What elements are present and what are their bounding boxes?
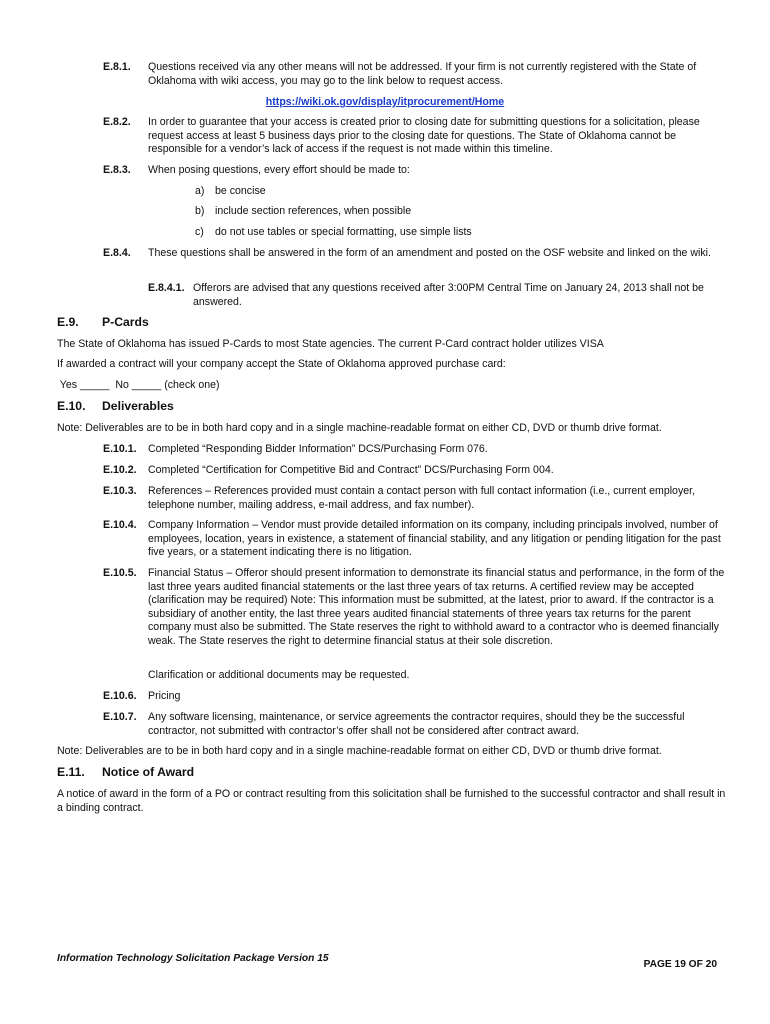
section-e-8-3 <box>103 164 727 178</box>
item-number: E.10.3. <box>103 485 137 497</box>
yes-no-check: Yes _____ No _____ (check one) <box>57 379 220 391</box>
section-e-8-4 <box>103 247 727 261</box>
item-text: Financial Status – Offeror should present information to demonstrate its financial status and performance, in the form of the last three years audited financial statements or the last three years of tax returns. A certified review may be accepted (clarification may be required) Note: This information must be submitted, at the latest, prior to award. If the contractor is a subsidiary of another entity, the last three years audited financial statements of three years tax returns for the parent company must also be submitted. The State reserves the right to withhold award to a contractor who is deemed financially weak. The State reserves the right to determine financial status at their sole discretion. <box>148 567 725 647</box>
heading-title: Notice of Award <box>102 765 195 779</box>
section-e-10-5 <box>103 567 727 648</box>
item-number: E.10.5. <box>103 567 137 579</box>
item-number: E.8.3. <box>103 164 131 176</box>
list-marker: a) <box>195 185 205 197</box>
heading-notice-of-award <box>57 766 194 780</box>
item-number: E.10.4. <box>103 519 137 531</box>
list-text: be concise <box>215 185 266 197</box>
item-text: These questions shall be answered in the form of an amendment and posted on the OSF website and linked on the wiki. <box>148 247 711 259</box>
section-e-10-4 <box>103 519 727 560</box>
section-e-8-1 <box>103 61 727 88</box>
heading-title: P-Cards <box>102 315 149 329</box>
clarification-text: Clarification or additional documents may be requested. <box>148 669 410 681</box>
deliverables-note: Note: Deliverables are to be in both hard copy and in a single machine-readable format on either CD, DVD or thumb drive format. <box>57 422 662 434</box>
item-number: E.8.4.1. <box>148 282 185 294</box>
section-e-8-4-1 <box>148 282 727 309</box>
section-e-10-7 <box>103 711 727 738</box>
heading-p-cards <box>57 316 149 330</box>
item-number: E.10.7. <box>103 711 137 723</box>
section-e-10-2 <box>103 464 727 478</box>
footer-page-number: PAGE 19 OF 20 <box>643 959 717 970</box>
item-number: E.10.2. <box>103 464 137 476</box>
section-e-10-1 <box>103 443 727 457</box>
heading-title: Deliverables <box>102 399 174 413</box>
list-text: include section references, when possible <box>215 205 412 217</box>
heading-number: E.10. <box>57 399 86 413</box>
deliverables-note-2: Note: Deliverables are to be in both hard copy and in a single machine-readable format on either CD, DVD or thumb drive format. <box>57 745 662 757</box>
list-item <box>195 185 266 199</box>
footer-document-title: Information Technology Solicitation Package Version 15 <box>57 953 329 964</box>
item-number: E.10.1. <box>103 443 137 455</box>
item-number: E.8.4. <box>103 247 131 259</box>
item-text: References – References provided must contain a contact person with full contact information (i.e., current employer, telephone number, mailing address, e-mail address, and fax number). <box>148 485 696 511</box>
section-e-10-6 <box>103 690 727 704</box>
heading-number: E.11. <box>57 765 85 779</box>
item-number: E.8.1. <box>103 61 131 73</box>
item-number: E.8.2. <box>103 116 131 128</box>
section-e-8-2 <box>103 116 727 157</box>
list-marker: c) <box>195 226 204 238</box>
section-e-10-3 <box>103 485 727 512</box>
paragraph: If awarded a contract will your company accept the State of Oklahoma approved purchase card: <box>57 358 506 370</box>
item-text: When posing questions, every effort should be made to: <box>148 164 410 176</box>
item-text: Questions received via any other means will not be addressed. If your firm is not currently registered with the State of Oklahoma with wiki access, you may go to the link below to request access. <box>148 61 697 87</box>
list-text: do not use tables or special formatting, use simple lists <box>215 226 472 238</box>
item-text: Offerors are advised that any questions received after 3:00PM Central Time on January 24, 2013 shall not be answered. <box>193 282 704 308</box>
item-text: Pricing <box>148 690 181 702</box>
item-text: Completed “Responding Bidder Information” DCS/Purchasing Form 076. <box>148 443 488 455</box>
heading-deliverables <box>57 400 174 414</box>
list-item <box>195 205 411 219</box>
item-text: Completed “Certification for Competitive Bid and Contract” DCS/Purchasing Form 004. <box>148 464 554 476</box>
notice-of-award-text: A notice of award in the form of a PO or contract resulting from this solicitation shall be furnished to the successful contractor and shall result in a binding contract. <box>57 788 726 814</box>
item-number: E.10.6. <box>103 690 137 702</box>
item-text: Company Information – Vendor must provide detailed information on its company, including principals involved, number of employees, location, years in existence, a statement of financial stability, and any litigation or pending litigation for the past five years, or a statement indicating there is no litigation. <box>148 519 721 558</box>
list-item <box>195 226 472 240</box>
list-marker: b) <box>195 205 205 217</box>
heading-number: E.9. <box>57 315 79 329</box>
item-text: In order to guarantee that your access is created prior to closing date for submitting questions for a solicitation, please request access at least 5 business days prior to the closing date for questions. The State of Oklahoma cannot be responsible for a vendor’s lack of access if the request is not made within this timeline. <box>148 116 700 155</box>
paragraph: The State of Oklahoma has issued P-Cards to most State agencies. The current P-Card contract holder utilizes VISA <box>57 338 604 350</box>
item-text: Any software licensing, maintenance, or service agreements the contractor requires, should they be the successful contractor, not submitted with contractor’s offer shall not be considered after contract award. <box>148 711 685 737</box>
wiki-link[interactable]: https://wiki.ok.gov/display/itprocurement/Home <box>265 96 505 108</box>
